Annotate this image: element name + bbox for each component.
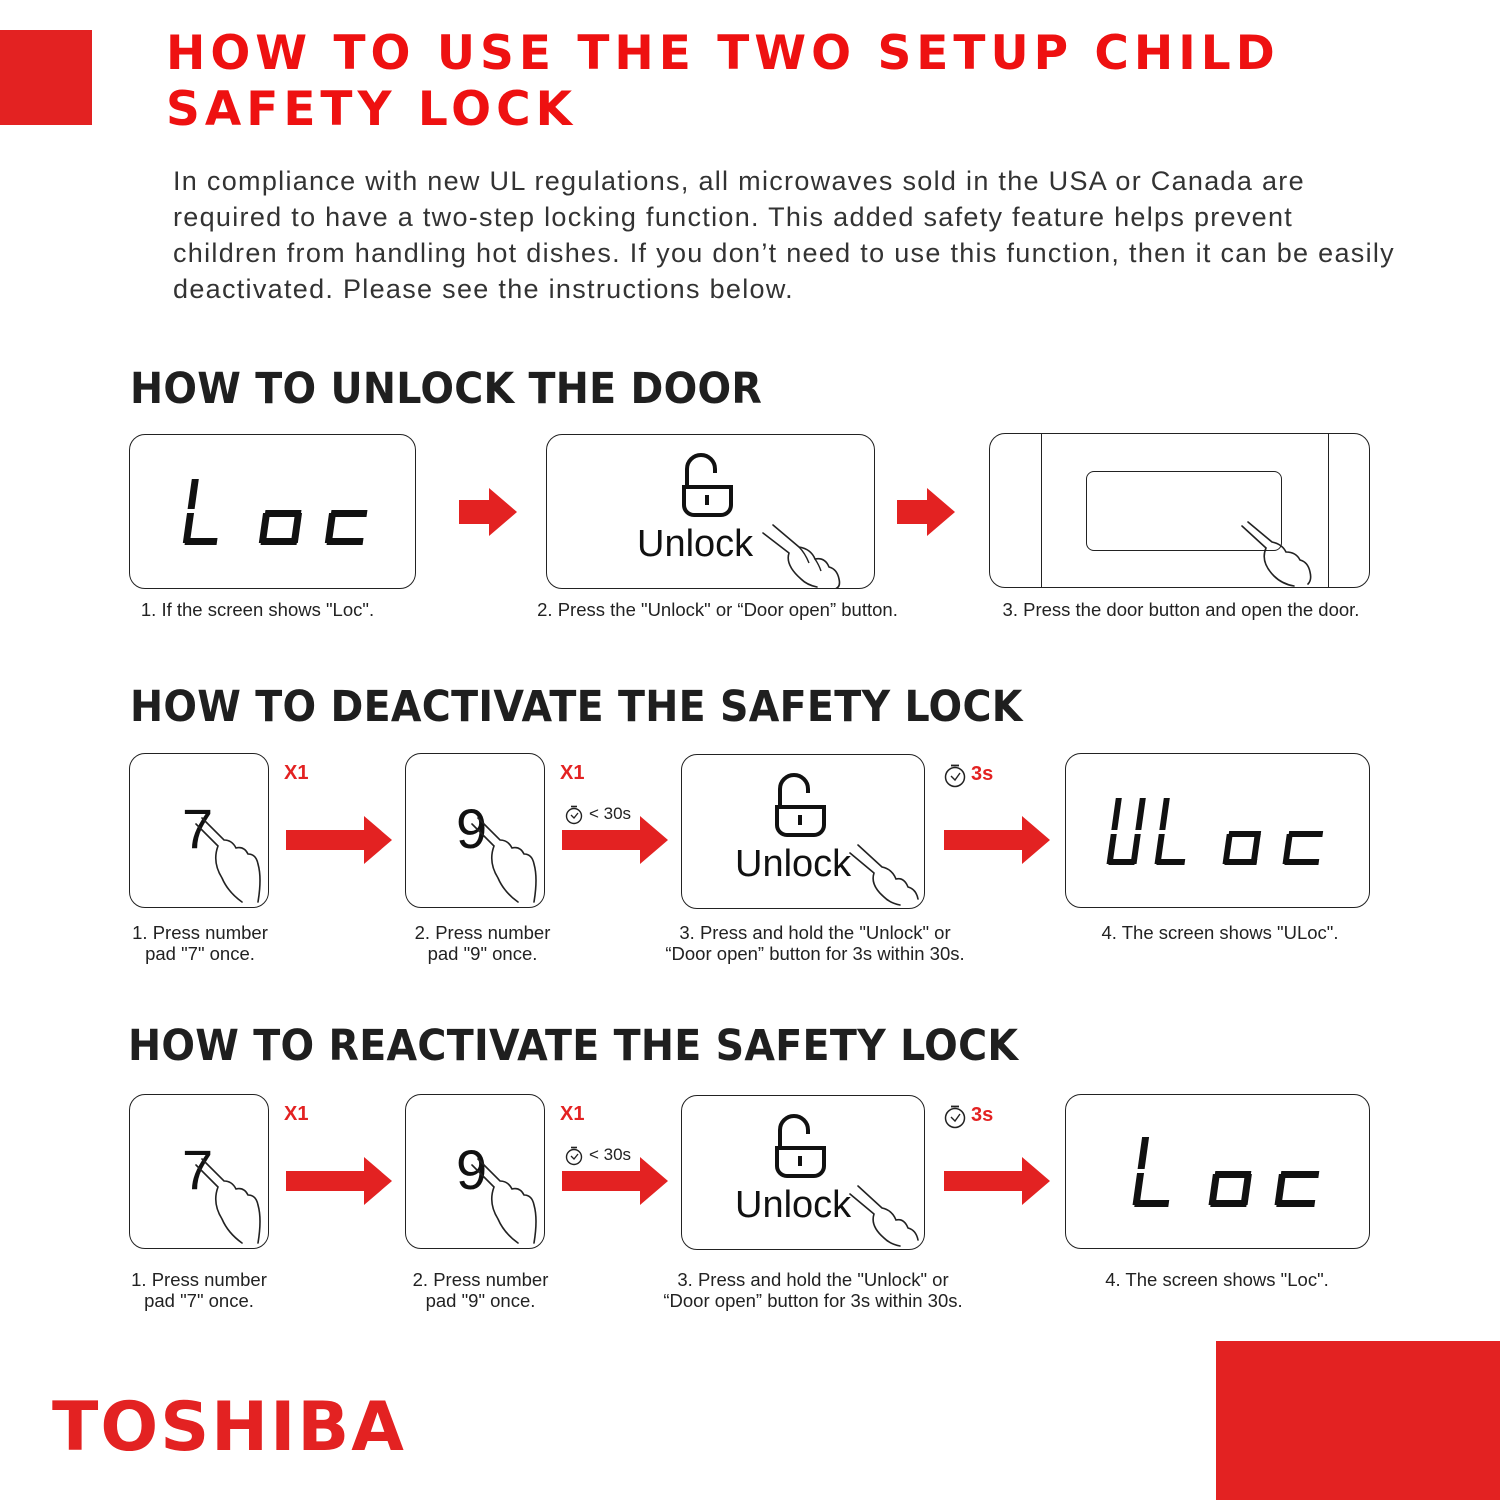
hold-time-label: 3s	[971, 1104, 994, 1126]
door-divider-left	[1041, 434, 1042, 588]
press-count-label: X1	[284, 1103, 309, 1125]
caption-unlock-1: 1. If the screen shows "Loc".	[140, 599, 375, 620]
keypad-7-panel	[129, 1094, 269, 1249]
page-title: HOW TO USE THE TWO SETUP CHILD SAFETY LOCK	[166, 26, 1280, 137]
arrow-right-icon	[286, 816, 394, 864]
arrow-right-icon	[286, 1157, 394, 1205]
arrow-right-icon	[459, 488, 519, 536]
time-limit-label: < 30s	[589, 804, 632, 823]
hold-time-label: 3s	[971, 763, 994, 785]
seven-segment-display	[130, 435, 416, 589]
unlock-button-panel	[546, 434, 875, 589]
time-limit-label: < 30s	[589, 1145, 632, 1164]
press-count-label: X1	[560, 762, 585, 784]
press-count-label: X1	[284, 762, 309, 784]
press-count-label: X1	[560, 1103, 585, 1125]
hand-pointer-icon	[192, 1157, 269, 1247]
keypad-digit: 7	[182, 1138, 214, 1201]
arrow-right-icon	[944, 816, 1052, 864]
hand-pointer-icon	[846, 839, 925, 909]
arrow-right-icon	[897, 488, 957, 536]
keypad-9-panel	[405, 1094, 545, 1249]
caption-reactivate-2: 2. Press number pad "9" once.	[412, 1269, 549, 1311]
heading-deactivate-lock: HOW TO DEACTIVATE THE SAFETY LOCK	[130, 682, 1023, 732]
unlock-button-label: Unlock	[735, 1184, 852, 1226]
arrow-right-icon	[562, 816, 670, 864]
intro-paragraph: In compliance with new UL regulations, all microwaves sold in the USA or Canada are required to have a two-step locking function. This added safety feature helps prevent children from handling hot dishes. If you don’t need to use this function, then it can be easily deactivated. Please see the instructions below.	[173, 166, 1395, 304]
keypad-digit: 9	[456, 1138, 488, 1201]
arrow-right-icon	[562, 1157, 670, 1205]
seven-segment-display	[1066, 754, 1370, 908]
unlock-button-label: Unlock	[735, 843, 852, 885]
caption-deactivate-2: 2. Press number pad "9" once.	[414, 922, 551, 964]
hand-pointer-icon	[468, 816, 545, 906]
display-panel-uloc	[1065, 753, 1370, 908]
keypad-9-panel	[405, 753, 545, 908]
caption-reactivate-4: 4. The screen shows "Loc".	[1105, 1269, 1329, 1290]
open-padlock-icon	[665, 451, 745, 521]
open-padlock-icon	[758, 1112, 838, 1182]
keypad-7-panel	[129, 753, 269, 908]
stopwatch-icon	[943, 1105, 967, 1129]
heading-unlock-door: HOW TO UNLOCK THE DOOR	[130, 364, 763, 414]
caption-unlock-2: 2. Press the "Unlock" or “Door open” button.	[537, 599, 898, 620]
door-divider-right	[1328, 434, 1329, 588]
open-padlock-icon	[758, 771, 838, 841]
caption-reactivate-3: 3. Press and hold the "Unlock" or “Door open” button for 3s within 30s.	[663, 1269, 963, 1311]
hand-pointer-icon	[468, 1157, 545, 1247]
caption-unlock-3: 3. Press the door button and open the door.	[1002, 599, 1360, 620]
caption-deactivate-1: 1. Press number pad "7" once.	[132, 922, 268, 964]
seven-segment-display	[1066, 1095, 1370, 1249]
keypad-digit: 7	[182, 797, 214, 860]
brand-logo: TOSHIBA	[52, 1388, 406, 1467]
stopwatch-icon	[943, 764, 967, 788]
corner-block-top-left	[0, 30, 92, 125]
hand-pointer-icon	[1238, 520, 1328, 588]
unlock-button-panel	[681, 754, 925, 909]
display-panel-loc	[129, 434, 416, 589]
microwave-door-panel	[989, 433, 1370, 588]
caption-deactivate-4: 4. The screen shows "ULoc".	[1101, 922, 1339, 943]
display-panel-loc	[1065, 1094, 1370, 1249]
hand-pointer-icon	[759, 519, 849, 589]
caption-deactivate-3: 3. Press and hold the "Unlock" or “Door open” button for 3s within 30s.	[665, 922, 965, 964]
keypad-digit: 9	[456, 797, 488, 860]
unlock-button-panel	[681, 1095, 925, 1250]
hand-pointer-icon	[192, 816, 269, 906]
caption-reactivate-1: 1. Press number pad "7" once.	[131, 1269, 267, 1311]
hand-pointer-icon	[846, 1180, 925, 1250]
heading-reactivate-lock: HOW TO REACTIVATE THE SAFETY LOCK	[128, 1021, 1019, 1071]
segment	[188, 479, 199, 509]
arrow-right-icon	[944, 1157, 1052, 1205]
corner-block-bottom-right	[1216, 1341, 1500, 1500]
segment	[185, 538, 218, 545]
unlock-button-label: Unlock	[637, 523, 754, 565]
